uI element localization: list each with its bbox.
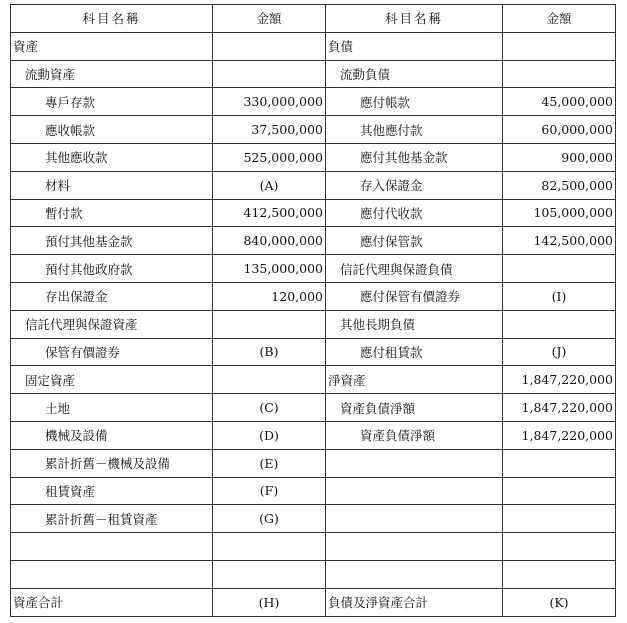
totals-row [11,588,616,616]
right-account-label: 應付代收款 [326,199,503,227]
table-row [11,560,616,588]
right-amount: 142,500,000 [503,227,616,255]
total-liabilities-net-assets-amount: (K) [503,588,616,616]
left-amount [213,533,326,561]
right-amount [503,505,616,533]
left-amount: (G) [213,505,326,533]
right-amount [503,477,616,505]
balance-sheet-table [10,4,616,617]
right-account-label: 信託代理與保證負債 [326,255,503,283]
table-row [11,255,616,283]
left-account-label: 專戶存款 [11,88,213,116]
right-account-label: 資產負債淨額 [326,421,503,449]
right-amount: 45,000,000 [503,88,616,116]
left-account-label: 預付其他基金款 [11,227,213,255]
left-amount [213,60,326,88]
left-account-label: 存出保證金 [11,282,213,310]
table-row [11,366,616,394]
left-account-label: 應收帳款 [11,116,213,144]
right-account-label [326,505,503,533]
header-row [11,5,616,33]
left-account-label: 固定資產 [11,366,213,394]
right-amount: (J) [503,338,616,366]
right-account-label: 其他應付款 [326,116,503,144]
left-account-label [11,533,213,561]
right-amount [503,60,616,88]
left-amount: (F) [213,477,326,505]
left-account-label: 土地 [11,394,213,422]
left-account-label: 租賃資產 [11,477,213,505]
table-row [11,171,616,199]
account-name-header-right: 科目名稱 [326,5,503,33]
table-row [11,338,616,366]
right-account-label: 應付帳款 [326,88,503,116]
right-account-label: 其他長期負債 [326,310,503,338]
left-account-label: 累計折舊－機械及設備 [11,449,213,477]
table-row [11,88,616,116]
right-amount [503,449,616,477]
left-amount: 120,000 [213,282,326,310]
table-row [11,421,616,449]
right-amount: 1,847,220,000 [503,366,616,394]
left-account-label: 保管有價證券 [11,338,213,366]
table-row [11,310,616,338]
right-account-label [326,560,503,588]
table-row [11,282,616,310]
left-amount: (A) [213,171,326,199]
left-account-label: 材料 [11,171,213,199]
right-account-label: 應付保管款 [326,227,503,255]
right-amount [503,533,616,561]
table-row [11,533,616,561]
left-account-label [11,560,213,588]
right-account-label [326,477,503,505]
right-account-label: 資產負債淨額 [326,394,503,422]
table-row [11,477,616,505]
right-amount: 1,847,220,000 [503,394,616,422]
table-row [11,505,616,533]
left-amount: (C) [213,394,326,422]
left-account-label: 其他應收款 [11,143,213,171]
left-account-label: 機械及設備 [11,421,213,449]
table-row [11,227,616,255]
left-account-label: 資產 [11,32,213,60]
left-amount: 525,000,000 [213,143,326,171]
left-amount [213,310,326,338]
table-row [11,449,616,477]
right-amount: 82,500,000 [503,171,616,199]
left-account-label: 流動資產 [11,60,213,88]
total-assets-label: 資產合計 [11,588,213,616]
table-row [11,394,616,422]
right-amount: 105,000,000 [503,199,616,227]
right-amount [503,560,616,588]
table-row [11,116,616,144]
right-account-label: 淨資產 [326,366,503,394]
table-row [11,60,616,88]
left-amount: 37,500,000 [213,116,326,144]
amount-header-right: 金額 [503,5,616,33]
total-assets-amount: (H) [213,588,326,616]
right-amount: (I) [503,282,616,310]
left-amount: 330,000,000 [213,88,326,116]
left-account-label: 暫付款 [11,199,213,227]
right-account-label [326,449,503,477]
left-amount: (E) [213,449,326,477]
account-name-header-left: 科目名稱 [11,5,213,33]
left-amount: 840,000,000 [213,227,326,255]
right-account-label [326,533,503,561]
right-account-label: 應付其他基金款 [326,143,503,171]
right-account-label: 存入保證金 [326,171,503,199]
total-liabilities-net-assets-label: 負債及淨資產合計 [326,588,503,616]
left-amount: 412,500,000 [213,199,326,227]
table-row [11,143,616,171]
left-account-label: 預付其他政府款 [11,255,213,283]
right-amount [503,310,616,338]
left-amount: 135,000,000 [213,255,326,283]
table-row [11,199,616,227]
right-account-label: 負債 [326,32,503,60]
table-row [11,32,616,60]
right-amount: 900,000 [503,143,616,171]
right-account-label: 應付租賃款 [326,338,503,366]
left-amount: (D) [213,421,326,449]
left-amount [213,366,326,394]
right-amount: 1,847,220,000 [503,421,616,449]
left-amount: (B) [213,338,326,366]
right-account-label: 應付保管有價證券 [326,282,503,310]
left-amount [213,560,326,588]
left-account-label: 累計折舊－租賃資產 [11,505,213,533]
amount-header-left: 金額 [213,5,326,33]
right-amount: 60,000,000 [503,116,616,144]
left-account-label: 信託代理與保證資產 [11,310,213,338]
right-amount [503,255,616,283]
right-account-label: 流動負債 [326,60,503,88]
left-amount [213,32,326,60]
right-amount [503,32,616,60]
